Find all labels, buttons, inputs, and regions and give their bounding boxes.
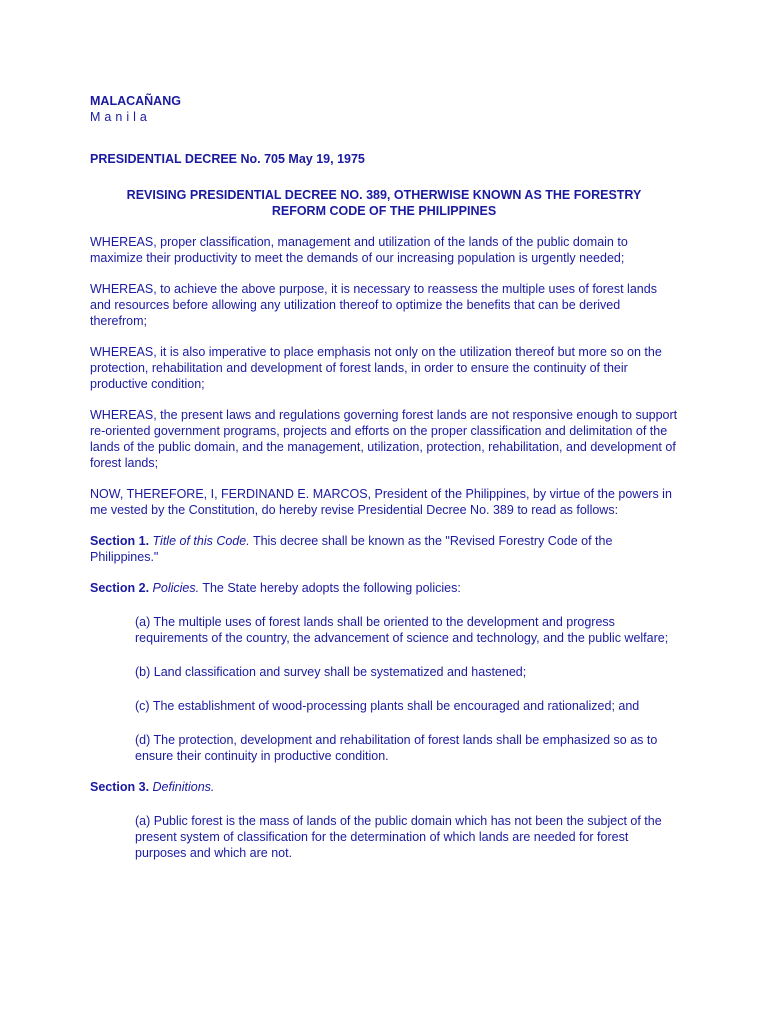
whereas-clause-1: WHEREAS, proper classification, management and utilization of the lands of the public domain to maximize their productivity to meet the demands of our increasing population is urgently needed; — [90, 235, 628, 265]
policy-item-c: (c) The establishment of wood-processing plants shall be encouraged and rationalized; and — [135, 699, 640, 713]
section-3-title: Definitions. — [152, 780, 215, 794]
section-3 — [90, 779, 678, 795]
section-2 — [90, 580, 678, 596]
definition-item-a: (a) Public forest is the mass of lands of the public domain which has not been the subject of the present system of classification for the determination of which lands are needed for forest purposes and which are not. — [135, 814, 662, 860]
document-title: REVISING PRESIDENTIAL DECREE NO. 389, OTHERWISE KNOWN AS THE FORESTRY REFORM CODE OF THE PHILIPPINES — [126, 188, 642, 218]
issuing-city: Manila — [90, 110, 151, 124]
whereas-clause-3: WHEREAS, it is also imperative to place emphasis not only on the utilization thereof but more so on the protection, rehabilitation and development of forest lands, in order to ensure the continuity of their productive condition; — [90, 345, 662, 391]
enacting-clause: NOW, THEREFORE, I, FERDINAND E. MARCOS, President of the Philippines, by virtue of the powers in me vested by the Constitution, do hereby revise Presidential Decree No. 389 to read as follows: — [90, 487, 672, 517]
section-2-text: The State hereby adopts the following policies: — [202, 581, 461, 595]
section-1-label: Section 1. — [90, 534, 150, 548]
section-2-label: Section 2. — [90, 581, 150, 595]
policy-item-d: (d) The protection, development and rehabilitation of forest lands shall be emphasized so as to ensure their continuity in productive condition. — [135, 733, 658, 763]
section-2-title: Policies. — [152, 581, 200, 595]
section-1-title: Title of this Code. — [152, 534, 250, 548]
whereas-clause-4: WHEREAS, the present laws and regulations governing forest lands are not responsive enough to support re-oriented government programs, projects and efforts on the proper classification and delimitation of the lands of the public domain, and the management, utilization, protection, rehabilitation, and development of forest lands; — [90, 408, 678, 470]
decree-number: PRESIDENTIAL DECREE No. 705 May 19, 1975 — [90, 152, 365, 166]
section-1 — [90, 533, 678, 565]
issuing-office: MALACAÑANG — [90, 94, 181, 108]
section-1-text: This decree shall be known as the "Revised Forestry Code of the Philippines." — [90, 534, 613, 564]
policy-item-b: (b) Land classification and survey shall be systematized and hastened; — [135, 665, 527, 679]
section-3-label: Section 3. — [90, 780, 150, 794]
whereas-clause-2: WHEREAS, to achieve the above purpose, it is necessary to reassess the multiple uses of forest lands and resources before allowing any utilization thereof to optimize the benefits that can be derived therefrom; — [90, 282, 657, 328]
policy-item-a: (a) The multiple uses of forest lands shall be oriented to the development and progress requirements of the country, the advancement of science and technology, and the public welfare; — [135, 615, 669, 645]
